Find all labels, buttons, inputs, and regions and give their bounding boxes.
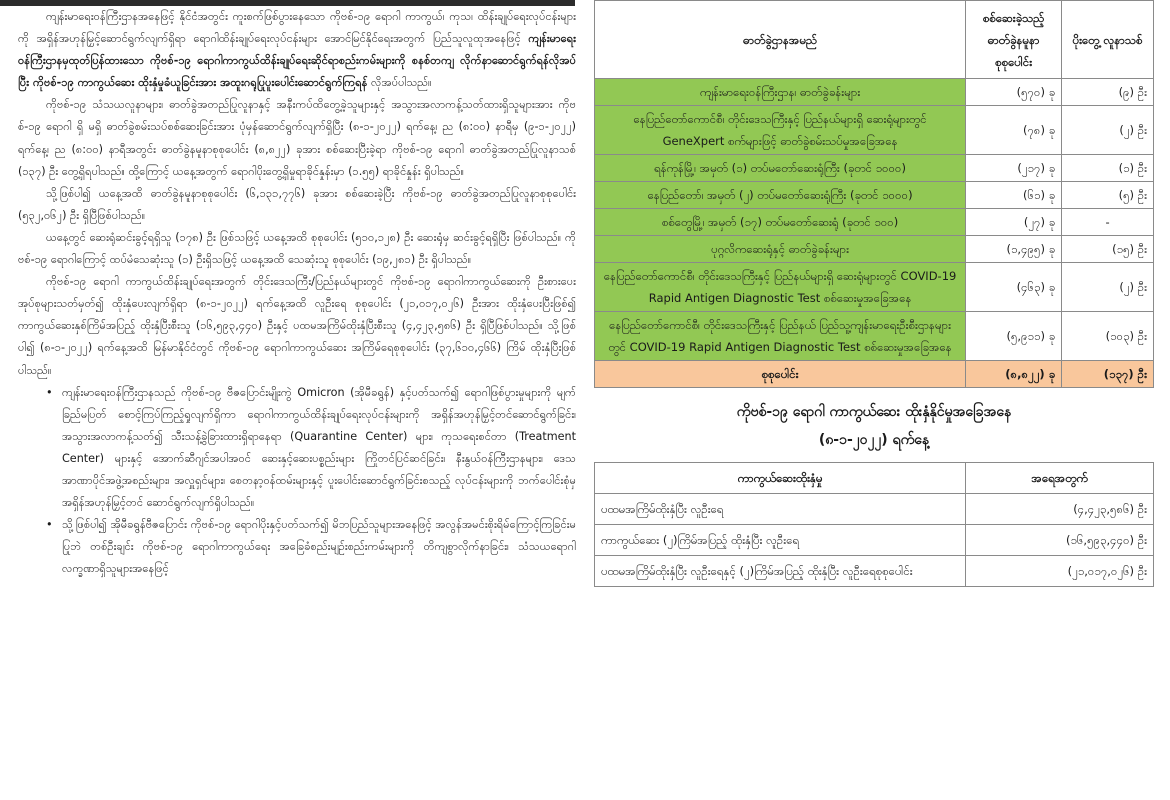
lab-test-table	[594, 0, 1154, 388]
table-row	[595, 263, 1154, 312]
table-row	[595, 312, 1154, 361]
table-row	[595, 155, 1154, 182]
samples-count: (၁,၄၉၅) ခု	[966, 236, 1062, 263]
samples-count: (၅,၉၁၁) ခု	[966, 312, 1062, 361]
total-row	[595, 361, 1154, 388]
paragraph-2: ကိုဗစ်-၁၉ သံသယလူနာများ၊ ဓာတ်ခွဲအတည်ပြုလူနာနှင့် အနီးကပ်ထိတွေ့ခဲ့သူများနှင့် အသွားအလာကန့်သတ်ထားရှိသူများအား ကိုဗစ်-၁၉ ရောဂါ ရှိ မရှိ ဓာတ်ခွဲစမ်းသပ်စစ်ဆေးခြင်းအား ပုံမှန်ဆောင်ရွက်လျက်ရှိပြီး (၈-၁-၂၀၂၂) ရက်နေ့၊ ည (၈:၀၀) နာရီမှ (၉-၁-၂၀၂၂) ရက်နေ့၊ ည (၈:၀၀) နာရီအတွင်း ဓာတ်ခွဲနမူနာစုစုပေါင်း (၈,၈၂၂) ခုအား စစ်ဆေးပြီးခဲ့ရာ ကိုဗစ်-၁၉ ရောဂါ ဓာတ်ခွဲအတည်ပြုလူနာသစ် (၁၃၇) ဦး တွေ့ရှိရပါသည်။ ထို့ကြောင့် ယနေ့အတွက် ရောဂါပိုးတွေ့ရှိမှုရာခိုင်နှုန်းမှာ (၁.၅၅) ရာခိုင်နှုန်း ရှိပါသည်။	[18, 98, 576, 178]
total-label: စုစုပေါင်း	[595, 361, 966, 388]
header-count: အရေအတွက်	[966, 463, 1154, 494]
new-cases-count: (၅) ဦး	[1062, 182, 1154, 209]
lab-name: နေပြည်တော်ကောင်စီ၊ တိုင်းဒေသကြီးနှင့် ပြည်နယ်များရှိ ဆေးရုံများတွင် GeneXpert စက်များဖြင့် ဓာတ်ခွဲစမ်းသပ်မှုအခြေအနေ	[595, 106, 966, 155]
paragraph-4: ယနေ့တွင် ဆေးရုံဆင်းခွင့်ရရှိသူ (၁၇၈) ဦး ဖြစ်သဖြင့် ယနေ့အထိ စုစုပေါင်း (၅၁၀,၁၂၈) ဦး ဆေးရုံမှ ဆင်းခွင့်ရရှိပြီး ဖြစ်ပါသည်။ ကိုဗစ်-၁၉ ရောဂါကြောင့် ထပ်မံသေဆုံးသူ (၁) ဦးရှိသဖြင့် ယနေ့အထိ သေဆုံးသူ စုစုပေါင်း (၁၉,၂၈၁) ဦး ရှိပါသည်။	[18, 230, 576, 267]
new-cases-count: (၁) ဦး	[1062, 155, 1154, 182]
header-vaccination: ကာကွယ်ဆေးထိုးနှံမှု	[595, 463, 966, 494]
lab-name: ကျန်းမာရေးဝန်ကြီးဌာန၊ ဓာတ်ခွဲခန်းများ	[595, 79, 966, 106]
lab-name: စစ်တွေမြို့၊ အမှတ် (၁၇) တပ်မတော်ဆေးရုံ (ခုတင် ၁၀၀)	[595, 209, 966, 236]
lab-name: နေပြည်တော်ကောင်စီ၊ တိုင်းဒေသကြီးနှင့် ပြည်နယ် ပြည်သူ့ကျန်းမာရေးဦးစီးဌာနများတွင် COVID-19 Rapid Antigen Diagnostic Test စစ်ဆေးမှုအခြေအနေ	[595, 312, 966, 361]
header-new-cases: ပိုးတွေ့ လူနာသစ်	[1062, 1, 1154, 79]
new-cases-count: (၂) ဦး	[1062, 263, 1154, 312]
vaccination-label: ကာကွယ်ဆေး (၂)ကြိမ်အပြည့် ထိုးနှံပြီး လူဦးရေ	[595, 525, 966, 556]
table-row	[595, 79, 1154, 106]
table-header-row	[595, 1, 1154, 79]
table-row	[595, 494, 1154, 525]
new-cases-count: (၁၀၃) ဦး	[1062, 312, 1154, 361]
paragraph-3: သို့ဖြစ်ပါ၍ ယနေ့အထိ ဓာတ်ခွဲနမူနာစုစုပေါင်း (၆,၁၃၁,၇၇၆) ခုအား စစ်ဆေးခဲ့ပြီး ကိုဗစ်-၁၉ ဓာတ်ခွဲအတည်ပြုလူနာစုစုပေါင်း (၅၃၂,၀၆၂) ဦး ရှိပြီဖြစ်ပါသည်။	[18, 186, 576, 222]
lab-name: ပုဂ္ဂလိကဆေးရုံနှင့် ဓာတ်ခွဲခန်းများ	[595, 236, 966, 263]
vaccination-table	[594, 462, 1154, 587]
samples-count: (၇၈) ခု	[966, 106, 1062, 155]
bullet-list	[18, 382, 576, 581]
samples-count: (၂၇) ခု	[966, 209, 1062, 236]
bullet-item: • သို့ဖြစ်ပါ၍ အိုမီခရွန်ဗီဇပြောင်း ကိုဗစ်-၁၉ ရောဂါပိုးနှင့်ပတ်သက်၍ မိဘပြည်သူများအနေဖြင့် အလွန်အမင်းစိုးရိမ်ကြောင့်ကြခြင်းမပြုဘဲ တစ်ဦးချင်း ကိုဗစ်-၁၉ ရောဂါကာကွယ်ရေး အခြေခံစည်းမျဉ်းစည်းကမ်းများကို တိကျစွာလိုက်နာခြင်း၊ သံသယရောဂါလက္ခဏာရှိသူများအနေဖြင့်	[46, 514, 576, 580]
right-column	[594, 0, 1154, 587]
vaccination-label: ပထမအကြိမ်ထိုးနှံပြီး လူဦးရေ	[595, 494, 966, 525]
table-row	[595, 556, 1154, 587]
lab-name: နေပြည်တော်၊ အမှတ် (၂) တပ်မတော်ဆေးရုံကြီး (ခုတင် ၁၀၀၀)	[595, 182, 966, 209]
bullet-item: • ကျန်းမာရေးဝန်ကြီးဌာနသည် ကိုဗစ်-၁၉ ဗီဇပြောင်းမျိုးကွဲ Omicron (အိုမီခရွန်) နှင့်ပတ်သက်၍ ရောဂါဖြစ်ပွားမှုများကို မျက်ခြည်မပြတ် စောင့်ကြပ်ကြည့်ရှုလျက်ရှိကာ ရောဂါကာကွယ်ထိန်းချုပ်ရေးလုပ်ငန်းများကို အရှိန်အဟုန်မြှင့်တင်ဆောင်ရွက်ခြင်း၊ အသွားအလာကန့်သတ်၍ သီးသန့်ခွဲခြားထားရှိရာနေရာ (Quarantine Center) များ၊ ကုသရေးစင်တာ (Treatment Center) များနှင့် အောက်ဆီဂျင်အပါအဝင် ဆေးနှင့်ဆေးပစ္စည်းများ ကြိုတင်ပြင်ဆင်ခြင်း၊ နီးနွယ်ဝန်ကြီးဌာနများ၊ ဒေသအာဏာပိုင်အဖွဲ့အစည်းများ၊ အလှူရှင်များ၊ စေတနာ့ဝန်ထမ်းများနှင့် ပူးပေါင်းဆောင်ရွက်ခြင်းစသည့် လုပ်ငန်းများကို ဘက်ပေါင်းစုံမှ အရှိန်အဟုန်မြှင့်တင် ဆောင်ရွက်လျက်ရှိပါသည်။	[46, 382, 576, 515]
samples-count: (၂၁၇) ခု	[966, 155, 1062, 182]
total-samples: (၈,၈၂၂) ခု	[966, 361, 1062, 388]
table-row	[595, 236, 1154, 263]
lab-name: ရန်ကုန်မြို့၊ အမှတ် (၁) တပ်မတော်ဆေးရုံကြီး (ခုတင် ၁၀၀၀)	[595, 155, 966, 182]
total-cases: (၁၃၇) ဦး	[1062, 361, 1154, 388]
vaccination-value: (၁၆,၅၉၃,၄၄၀) ဦး	[966, 525, 1154, 556]
paragraph-5: ကိုဗစ်-၁၉ ရောဂါ ကာကွယ်ထိန်းချုပ်ရေးအတွက် တိုင်းဒေသကြီး/ပြည်နယ်များတွင် ကိုဗစ်-၁၉ ရောဂါကာကွယ်ဆေးကို ဦးစားပေးအုပ်စုများသတ်မှတ်၍ ထိုးနှံပေးလျက်ရှိရာ (၈-၁-၂၀၂၂) ရက်နေ့အထိ လူဦးရေ စုစုပေါင်း (၂၁,၀၁၇,၀၂၆) ဦးအား ထိုးနှံပေးပြီးဖြစ်၍ ကာကွယ်ဆေးနှစ်ကြိမ်အပြည့် ထိုးနှံပြီးစီးသူ (၁၆,၅၉၃,၄၄၀) ဦးနှင့် ပထမအကြိမ်ထိုးနှံပြီးစီးသူ (၄,၄၂၃,၅၈၆) ဦး ရှိပြီဖြစ်ပါသည်။ သို့ဖြစ်ပါ၍ (၈-၁-၂၀၂၂) ရက်နေ့အထိ မြန်မာနိုင်ငံတွင် ကိုဗစ်-၁၉ ရောဂါကာကွယ်ဆေး အကြိမ်ရေစုစုပေါင်း (၃၇,၆၁၀,၄၆၆) ကြိမ် ထိုးနှံပြီးဖြစ်ပါသည်။	[18, 275, 576, 377]
new-cases-count: -	[1062, 209, 1154, 236]
lab-name: နေပြည်တော်ကောင်စီ၊ တိုင်းဒေသကြီးနှင့် ပြည်နယ်များရှိ ဆေးရုံများတွင် COVID-19 Rapid Antigen Diagnostic Test စစ်ဆေးမှုအခြေအနေ	[595, 263, 966, 312]
new-cases-count: (၁၅) ဦး	[1062, 236, 1154, 263]
samples-count: (၅၇၀) ခု	[966, 79, 1062, 106]
vaccination-value: (၂၁,၀၁၇,၀၂၆) ဦး	[966, 556, 1154, 587]
vaccination-heading	[594, 398, 1154, 454]
samples-count: (၆၁) ခု	[966, 182, 1062, 209]
bold-emphasis: ကျန်းမာရေးဝန်ကြီးဌာနမှထုတ်ပြန်ထားသော ကိုဗစ်-၁၉ ရောဂါကာကွယ်ထိန်းချုပ်ရေးဆိုင်ရာစည်းကမ်းများကို စနစ်တကျ လိုက်နာဆောင်ရွက်ရန်လိုအပ်ပြီး ကိုဗစ်-၁၉ ကာကွယ်ဆေး ထိုးနှံမှုခံယူခြင်းအား အထူးဂရုပြုပူးပေါင်းဆောင်ရွက်ကြရန်	[18, 32, 576, 90]
table-row	[595, 209, 1154, 236]
vaccination-label: ပထမအကြိမ်ထိုးနှံပြီး လူဦးရေနှင့် (၂)ကြိမ်အပြည့် ထိုးနှံပြီး လူဦးရေစုစုပေါင်း	[595, 556, 966, 587]
new-cases-count: (၂) ဦး	[1062, 106, 1154, 155]
table-row	[595, 182, 1154, 209]
article-body	[18, 6, 576, 580]
header-samples: စစ်ဆေးခဲ့သည့် ဓာတ်ခွဲနမူနာ စုစုပေါင်း	[966, 1, 1062, 79]
new-cases-count: (၉) ဦး	[1062, 79, 1154, 106]
vaccination-title: ကိုဗစ်-၁၉ ရောဂါ ကာကွယ်ဆေး ထိုးနှံနိုင်မှုအခြေအနေ	[736, 404, 1012, 420]
header-lab-name: ဓာတ်ခွဲဌာနအမည်	[595, 1, 966, 79]
vaccination-value: (၄,၄၂၃,၅၈၆) ဦး	[966, 494, 1154, 525]
paragraph-1: ကျန်းမာရေးဝန်ကြီးဌာနအနေဖြင့် နိုင်ငံအတွင်း ကူးစက်ဖြစ်ပွားနေသော ကိုဗစ်-၁၉ ရောဂါ ကာကွယ်၊ ကုသ၊ ထိန်းချုပ်ရေးလုပ်ငန်းများကို အရှိန်အဟုန်မြှင့်ဆောင်ရွက်လျက်ရှိရာ ရောဂါထိန်းချုပ်ရေးလုပ်ငန်းများ အောင်မြင်နိုင်ရေးအတွက် ပြည်သူလူထုအနေဖြင့် ကျန်းမာရေးဝန်ကြီးဌာနမှထုတ်ပြန်ထားသော ကိုဗစ်-၁၉ ရောဂါကာကွယ်ထိန်းချုပ်ရေးဆိုင်ရာစည်းကမ်းများကို စနစ်တကျ လိုက်နာဆောင်ရွက်ရန်လိုအပ်ပြီး ကိုဗစ်-၁၉ ကာကွယ်ဆေး ထိုးနှံမှုခံယူခြင်းအား အထူးဂရုပြုပူးပေါင်းဆောင်ရွက်ကြရန် လိုအပ်ပါသည်။	[18, 10, 576, 90]
samples-count: (၄၆၃) ခု	[966, 263, 1062, 312]
table-header-row	[595, 463, 1154, 494]
vaccination-date: (၈-၁-၂၀၂၂) ရက်နေ့	[818, 432, 930, 448]
table-row	[595, 525, 1154, 556]
table-row	[595, 106, 1154, 155]
